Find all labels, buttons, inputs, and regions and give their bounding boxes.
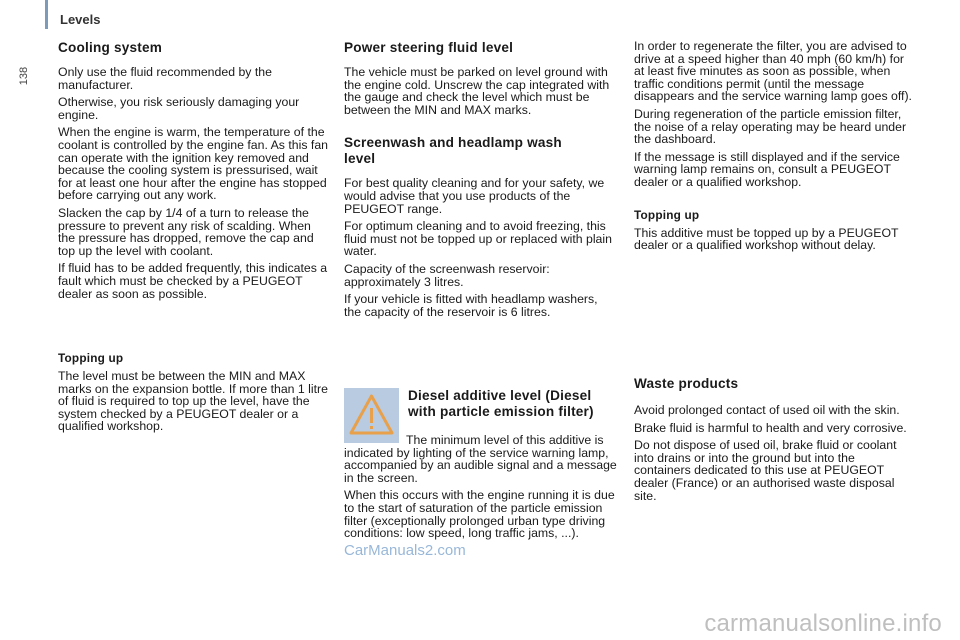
- cooling-system-section: [58, 40, 330, 438]
- diesel-additive-section: [344, 388, 618, 545]
- particle-filter-section: [634, 40, 912, 257]
- paragraph: Capacity of the screenwash reservoir: approximately 3 litres.: [344, 261, 550, 289]
- paragraph: Only use the fluid recommended by the manufacturer.: [58, 65, 272, 92]
- paragraph: In order to regenerate the filter, you are advised to drive at a speed higher than 40 mph (60 km/h) for at least five minutes as soon as possible, when traffic conditions permit (until the message disappears and the service warning lamp goes off).: [634, 39, 912, 104]
- fluid-levels-section: [344, 40, 618, 323]
- paragraph: The minimum level of this additive is indicated by lighting of the service warning lamp, accompanied by an audible signal and a message in the screen.: [344, 433, 617, 485]
- paragraph: The vehicle must be parked on level ground with the engine cold. Unscrew the cap integrated with the gauge and check the level which must be between the MIN and MAX marks.: [344, 65, 610, 117]
- topping-up-heading: Topping up: [58, 351, 124, 366]
- paragraph: Do not dispose of used oil, brake fluid or coolant into drains or into the ground but into the containers dedicated to this use at PEUGEOT dealer (France) or an authorised waste disposal site.: [634, 438, 897, 503]
- paragraph: During regeneration of the particle emission filter, the noise of a relay operating may be heard under the dashboard.: [634, 106, 907, 147]
- paragraph: For best quality cleaning and for your safety, we would advise that you use products of the PEUGEOT range.: [344, 176, 605, 216]
- cooling-system-heading: Cooling system: [58, 40, 163, 55]
- paragraph: For optimum cleaning and to avoid freezing, this fluid must not be topped up or replaced with plain water.: [344, 219, 612, 259]
- paragraph: The level must be between the MIN and MAX marks on the expansion bottle. If more than 1 litre of fluid is required to top up the level, have the system checked by a PEUGEOT dealer or a qualified workshop.: [58, 369, 328, 434]
- paragraph: If fluid has to be added frequently, this indicates a fault which must be checked by a PEUGEOT dealer as soon as possible.: [58, 261, 328, 301]
- page-number: 138: [18, 66, 30, 86]
- section-title: Levels: [60, 12, 101, 27]
- paragraph: If the message is still displayed and if the service warning lamp remains on, consult a PEUGEOT dealer or a qualified workshop.: [634, 149, 900, 189]
- topping-up-heading: Topping up: [634, 207, 700, 222]
- paragraph: If your vehicle is fitted with headlamp washers, the capacity of the reservoir is 6 litres.: [344, 292, 598, 319]
- paragraph: When the engine is warm, the temperature of the coolant is controlled by the engine fan. As this fan can operate with the ignition key removed and because the cooling system is pressurised, wait for at least one hour after the engine has stopped before carrying out any work.: [58, 125, 329, 203]
- waste-products-heading: Waste products: [634, 376, 739, 391]
- paragraph: Otherwise, you risk seriously damaging your engine.: [58, 95, 300, 122]
- screenwash-heading: Screenwash and headlamp wash level: [344, 135, 562, 167]
- watermark: CarManuals2.com: [344, 542, 466, 559]
- paragraph: This additive must be topped up by a PEUGEOT dealer or a qualified workshop without delay.: [634, 225, 899, 253]
- header-accent-bar: [45, 0, 48, 29]
- diesel-additive-heading: Diesel additive level (Diesel with particle emission filter): [408, 388, 594, 419]
- paragraph: When this occurs with the engine running it is due to the start of saturation of the particle emission filter (exceptionally prolonged urban type driving conditions: low speed, long traffic jams, ...).: [344, 488, 615, 541]
- waste-products-section: [634, 376, 912, 507]
- paragraph: Slacken the cap by 1/4 of a turn to release the pressure to prevent any risk of scalding. When the pressure has dropped, remove the cap and top up the level with coolant.: [58, 205, 314, 258]
- warning-triangle-icon: [344, 388, 399, 443]
- power-steering-heading: Power steering fluid level: [344, 40, 514, 55]
- footer-url[interactable]: carmanualsonline.info: [704, 610, 942, 637]
- paragraph: Avoid prolonged contact of used oil with the skin.: [634, 403, 900, 417]
- paragraph: Brake fluid is harmful to health and very corrosive.: [634, 420, 907, 435]
